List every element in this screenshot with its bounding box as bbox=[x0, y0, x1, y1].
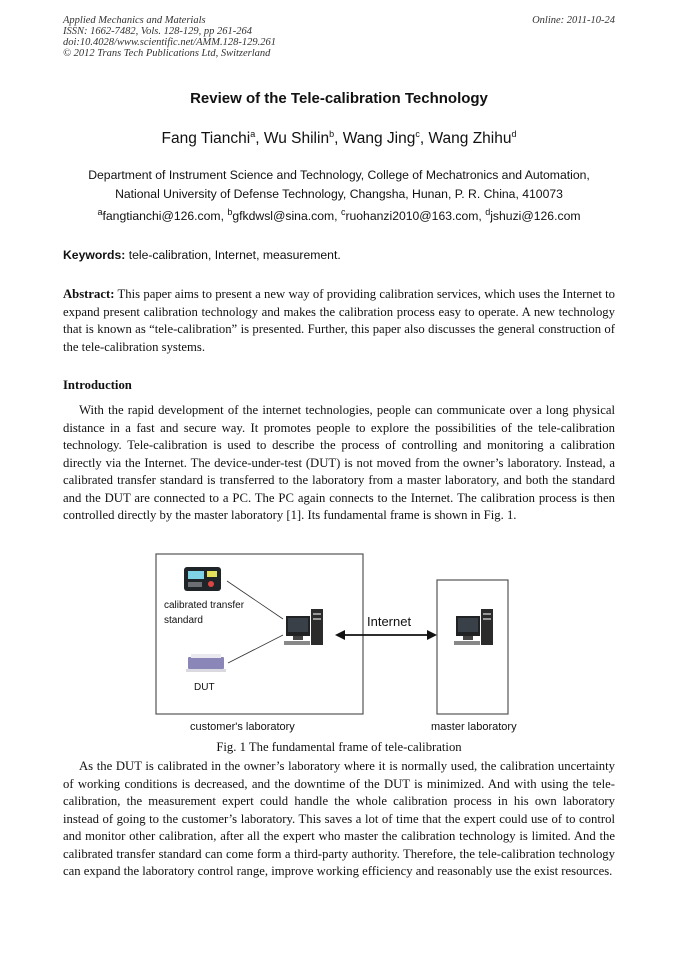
author-sup: b bbox=[329, 128, 335, 139]
author-name: Fang Tianchi bbox=[161, 130, 251, 147]
label-dut: DUT bbox=[194, 682, 215, 693]
abstract-label: Abstract: bbox=[63, 287, 115, 301]
keywords-text: tele-calibration, Internet, measurement. bbox=[128, 248, 341, 262]
author-name: Wang Jing bbox=[342, 130, 416, 147]
label-master-lab: master laboratory bbox=[431, 721, 517, 733]
email-sup: b bbox=[227, 206, 233, 217]
author-sup: a bbox=[250, 128, 256, 139]
paper-title: Review of the Tele-calibration Technology bbox=[190, 90, 488, 107]
label-internet: Internet bbox=[367, 614, 412, 629]
affiliation bbox=[63, 166, 615, 203]
body-paragraph: With the rapid development of the internet technologies, people can communicate over a long physical distance in a fast and secure way. It promotes people to explore the possibilities of the tele-calibration technology. Tele-calibration is used to describe the process of controlling and monitoring a calibration directly via the Internet. The device-under-test (DUT) is not moved from the owner’s laboratory. Instead, a calibrated transfer standard is transferred to the laboratory from a master laboratory, and both the standard and the DUT are connected to a PC. The PC again connects to the Internet. The calibration process is then controlled directly by the master laboratory [1]. Its fundamental frame is shown in Fig. 1. bbox=[63, 403, 615, 522]
email-list: $^a$fangtianchi@126.com, $^b$gfkdwsl@sina.com, $^c$ruohanzi2010@163.com, $^d$jshuzi@126.com bbox=[97, 206, 581, 223]
author-sup: d bbox=[511, 128, 517, 139]
affiliation-line: Department of Instrument Science and Technology, College of Mechatronics and Automation, bbox=[88, 168, 590, 182]
email-link[interactable]: gfkdwsl@sina.com bbox=[232, 209, 335, 223]
calibrator-device-icon bbox=[184, 567, 221, 591]
journal-name: Applied Mechanics and Materials bbox=[63, 15, 206, 26]
issn-line: ISSN: 1662-7482, Vols. 128-129, pp 261-264 bbox=[63, 26, 252, 37]
section-heading: Introduction bbox=[63, 378, 132, 392]
keywords bbox=[63, 248, 615, 262]
master-lab-box bbox=[437, 580, 508, 714]
affiliation-line: National University of Defense Technology, Changsha, Hunan, P. R. China, 410073 bbox=[115, 186, 563, 201]
author-name: Wu Shilin bbox=[263, 130, 330, 147]
email-sup: a bbox=[97, 206, 103, 217]
label-customer-lab: customer's laboratory bbox=[190, 721, 295, 733]
figure-1 bbox=[155, 553, 530, 735]
email-link[interactable]: jshuzi@126.com bbox=[490, 209, 581, 223]
abstract bbox=[63, 286, 615, 356]
email-link[interactable]: ruohanzi2010@163.com bbox=[345, 209, 479, 223]
copyright-line: © 2012 Trans Tech Publications Ltd, Switzerland bbox=[63, 48, 271, 59]
online-date: Online: 2011-10-24 bbox=[532, 15, 615, 26]
email-sup: d bbox=[485, 206, 491, 217]
abstract-text: This paper aims to present a new way of providing calibration services, which uses the Internet to expand present calibration technology and makes the calibration process easy to operate. A new technology that is known as “tele-calibration” is presented. Further, this paper also discusses the general construction of the tele-calibration systems. bbox=[63, 287, 615, 354]
email-link[interactable]: fangtianchi@126.com bbox=[102, 209, 221, 223]
email-sup: c bbox=[340, 206, 346, 217]
figure-caption: Fig. 1 The fundamental frame of tele-calibration bbox=[216, 740, 462, 754]
dut-device-icon bbox=[186, 654, 226, 672]
journal-header bbox=[63, 15, 615, 59]
keywords-label: Keywords: bbox=[63, 248, 126, 262]
author-list: Fang Tianchi$^a$, Wu Shilin$^b$, Wang Jing$^c$, Wang Zhihu$^d$ bbox=[161, 128, 517, 147]
author-sup: c bbox=[415, 128, 420, 139]
body-paragraph: As the DUT is calibrated in the owner’s laboratory where it is normally used, the calibration uncertainty of working conditions is decreased, and the downtime of the DUT is minimized. And with using the tele-calibration, the measurement expert could handle the whole calibration process in his own laboratory instead of going to the customer’s laboratory. This saves a lot of time that the expert could use of to control and monitor other calibration, after all the expert who master the calibration technology is limited. And the calibrated transfer standard can come form a third-party authority. Therefore, the tele-calibration technology can expand the laboratory control range, improve working efficiency and reasonably use the exist resources. bbox=[63, 759, 615, 878]
label-standard-line2: standard bbox=[164, 615, 203, 626]
doi-line: doi:10.4028/www.scientific.net/AMM.128-129.261 bbox=[63, 37, 276, 48]
label-standard-line1: calibrated transfer bbox=[164, 600, 245, 611]
author-name: Wang Zhihu bbox=[428, 130, 512, 147]
